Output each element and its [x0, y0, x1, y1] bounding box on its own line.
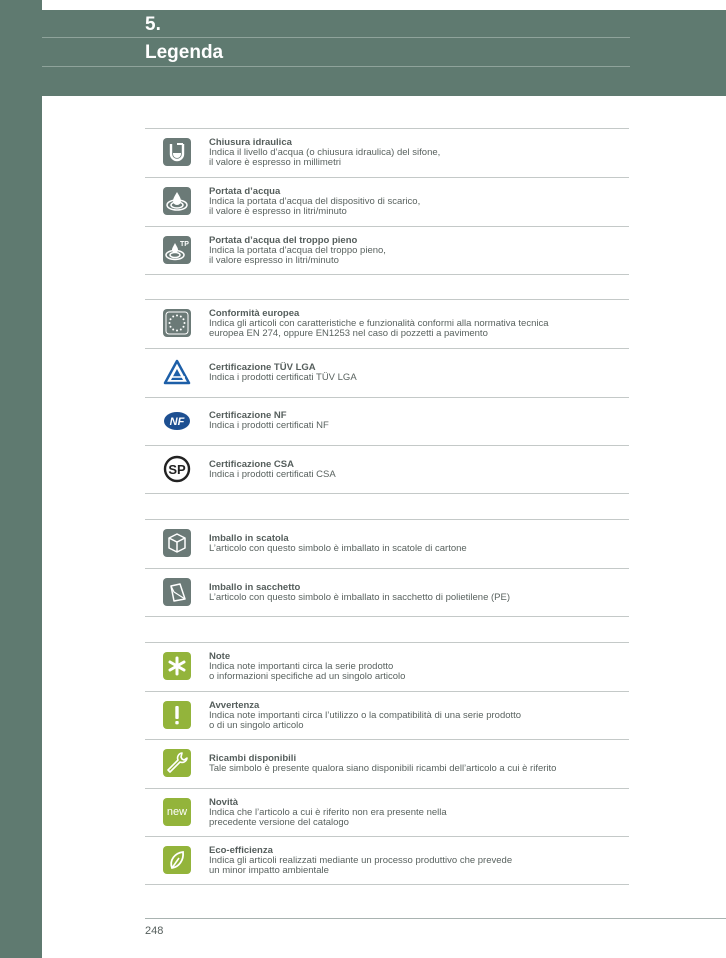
legend-description: Indica note importanti circa l’utilizzo o la compatibilità di una serie prodotto o di un singolo articolo	[209, 710, 522, 731]
csa-icon	[163, 455, 191, 483]
legend-row-water-seal	[145, 128, 629, 177]
water-seal-icon	[163, 138, 191, 166]
svg-text:SP: SP	[168, 462, 186, 477]
note-icon	[163, 652, 191, 680]
header-rule	[42, 37, 630, 38]
legend-title: Note	[209, 651, 231, 662]
eu-conformity-icon	[163, 309, 191, 337]
new-icon-label: new	[166, 806, 188, 818]
header-rule	[42, 66, 630, 67]
tuv-lga-icon	[163, 358, 191, 386]
legend-title: Certificazione CSA	[209, 459, 294, 470]
legend-title: Ricambi disponibili	[209, 753, 297, 764]
section-number: 5.	[145, 14, 161, 35]
legend-row-warning	[145, 691, 629, 739]
side-band	[0, 0, 42, 958]
legend-description: Indica il livello d’acqua (o chiusura idraulica) del sifone, il valore è espresso in millimetri	[209, 147, 441, 168]
legend-row-overflow-flow	[145, 226, 629, 274]
legend-description: Indica i prodotti certificati CSA	[209, 469, 336, 480]
bag-icon	[163, 578, 191, 606]
nf-icon	[163, 407, 191, 435]
legend-row-spare-parts	[145, 739, 629, 788]
footer-rule	[145, 918, 726, 919]
legend-description: Indica la portata d’acqua del troppo pieno, il valore espresso in litri/minuto	[209, 245, 386, 266]
legend-row-bag	[145, 568, 629, 617]
legend-row-eu-conformity	[145, 299, 629, 348]
legend-description: Indica i prodotti certificati TÜV LGA	[209, 372, 357, 383]
legend-row-new	[145, 788, 629, 836]
page-number: 248	[145, 925, 164, 937]
legend-title: Certificazione NF	[209, 410, 287, 421]
legend-title: Imballo in sacchetto	[209, 582, 301, 593]
water-flow-icon	[163, 187, 191, 215]
page-title: Legenda	[145, 42, 224, 63]
legend-description: Indica gli articoli realizzati mediante un processo produttivo che prevede un minor impatto ambientale	[209, 855, 513, 876]
legend-title: Certificazione TÜV LGA	[209, 362, 316, 373]
new-icon	[163, 798, 191, 826]
legend-title: Chiusura idraulica	[209, 137, 292, 148]
spare-parts-icon	[163, 749, 191, 777]
group-end-rule	[145, 274, 629, 275]
legend-title: Imballo in scatola	[209, 533, 289, 544]
legend-description: Indica che l’articolo a cui è riferito non era presente nella precedente versione del catalogo	[209, 807, 447, 828]
svg-text:NF: NF	[169, 416, 185, 428]
legend-row-eco-efficiency	[145, 836, 629, 885]
warning-icon	[163, 701, 191, 729]
svg-text:TP: TP	[180, 241, 189, 248]
legend-title: Portata d’acqua	[209, 186, 281, 197]
legend-row-box	[145, 519, 629, 568]
overflow-flow-icon	[163, 236, 191, 264]
legend-row-water-flow	[145, 177, 629, 226]
section-header	[42, 10, 726, 96]
legend-row-tuv-lga	[145, 348, 629, 397]
legend-description: Indica gli articoli con caratteristiche e funzionalità conformi alla normativa tecnica europea EN 274, oppure EN1253 nel caso di pozzetti a pavimento	[209, 318, 549, 339]
legend-title: Conformità europea	[209, 308, 300, 319]
legend-description: Indica la portata d’acqua del dispositivo di scarico, il valore è espresso in litri/minuto	[209, 196, 421, 217]
legend-row-note	[145, 642, 629, 691]
legend-description: Indica note importanti circa la serie prodotto o informazioni specifiche ad un singolo articolo	[209, 661, 406, 682]
legend-description: L’articolo con questo simbolo è imballato in scatole di cartone	[209, 543, 467, 554]
legend-title: Novità	[209, 797, 239, 808]
legend-row-nf	[145, 397, 629, 445]
legend-description: Tale simbolo è presente qualora siano disponibili ricambi dell’articolo a cui è riferito	[209, 763, 557, 774]
legend-title: Avvertenza	[209, 700, 260, 711]
legend-title: Eco-efficienza	[209, 845, 273, 856]
legend-title: Portata d’acqua del troppo pieno	[209, 235, 358, 246]
box-icon	[163, 529, 191, 557]
legend-description: L’articolo con questo simbolo è imballato in sacchetto di polietilene (PE)	[209, 592, 510, 603]
eco-efficiency-icon	[163, 846, 191, 874]
legend-row-csa	[145, 445, 629, 494]
legend-description: Indica i prodotti certificati NF	[209, 420, 329, 431]
